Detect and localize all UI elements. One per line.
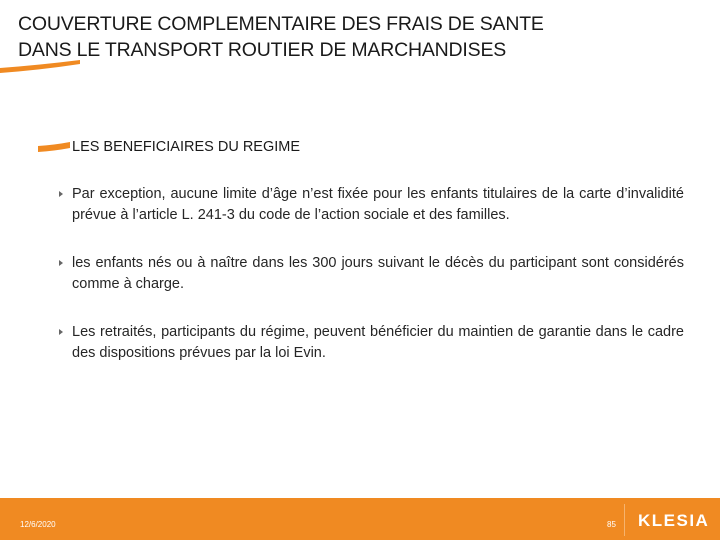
bullet-item xyxy=(56,184,684,226)
klesia-logo: KLESIA xyxy=(638,511,710,530)
section-marker-icon xyxy=(38,141,70,153)
bullet-item xyxy=(56,253,684,295)
triangle-bullet-icon xyxy=(59,329,63,335)
footer-divider xyxy=(624,504,625,536)
page-number: 85 xyxy=(607,520,616,529)
bullet-text: Par exception, aucune limite d’âge n’est fixée pour les enfants titulaires de la carte d’invalidité prévue à l’article L. 241-3 du code de l’action sociale et des familles. xyxy=(72,186,684,223)
bullet-text: Les retraités, participants du régime, peuvent bénéficier du maintien de garantie dans le cadre des dispositions prévues par la loi Evin. xyxy=(72,324,684,361)
slide-title-line-1: COUVERTURE COMPLEMENTAIRE DES FRAIS DE SANTE xyxy=(18,13,544,35)
triangle-bullet-icon xyxy=(59,191,63,197)
bullet-text: les enfants nés ou à naître dans les 300 jours suivant le décès du participant sont considérés comme à charge. xyxy=(72,255,684,292)
footer-bar xyxy=(0,498,720,540)
triangle-bullet-icon xyxy=(59,260,63,266)
footer-date: 12/6/2020 xyxy=(20,520,56,529)
bullet-item xyxy=(56,322,684,364)
bullet-list xyxy=(56,184,684,364)
slide-title xyxy=(18,11,708,63)
section-heading: LES BENEFICIAIRES DU REGIME xyxy=(72,139,301,155)
slide-title-line-2: DANS LE TRANSPORT ROUTIER DE MARCHANDISES xyxy=(18,39,507,61)
title-accent-swoosh xyxy=(0,60,80,74)
